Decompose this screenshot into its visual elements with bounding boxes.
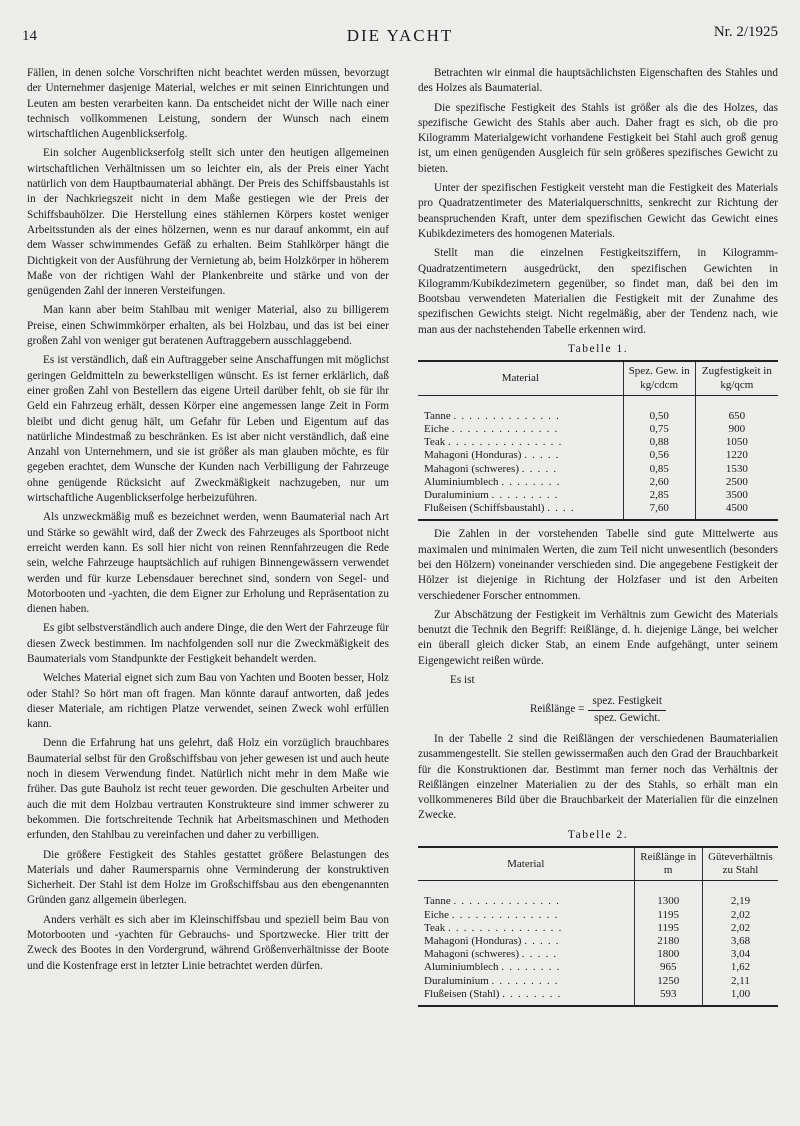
material-name: Teak bbox=[424, 436, 446, 449]
material-name: Aluminiumblech bbox=[424, 961, 499, 974]
material-cell bbox=[418, 961, 634, 974]
value-cell: 1300 bbox=[634, 881, 702, 909]
value-cell: 650 bbox=[695, 395, 778, 423]
table-2 bbox=[418, 846, 778, 1007]
value-cell: 2,19 bbox=[702, 881, 778, 909]
right-column bbox=[418, 66, 778, 1007]
value-cell: 3500 bbox=[695, 489, 778, 502]
material-name: Mahagoni (Honduras) bbox=[424, 935, 522, 948]
table-row bbox=[418, 502, 778, 520]
value-cell: 1800 bbox=[634, 948, 702, 961]
material-cell bbox=[418, 975, 634, 988]
material-name: Tanne bbox=[424, 409, 451, 422]
table-row bbox=[418, 476, 778, 489]
material-cell bbox=[418, 395, 623, 423]
paragraph: Als unzweckmäßig muß es bezeichnet werden, wenn Baumaterial nach Art und Stärke so gewählt wird, daß der Zweck des Fahrzeuges als Sportboot nicht erreicht werden kann. Es soll hier nicht von reinen Rennfahrzeugen die Rede sein, welche Fahrzeuge hauptsächlich auf ruhigen Binnengewässern verwendet werden und für kurze Lebensdauer berechnet sind, sondern von Segel- und Motorbooten und -yachten, die dem Eigner zur Erholung und Repräsentation zu dienen haben. bbox=[27, 511, 389, 616]
table-row bbox=[418, 489, 778, 502]
leader-dots: . . . . . . . . . bbox=[491, 974, 559, 987]
material-cell bbox=[418, 909, 634, 922]
value-cell: 7,60 bbox=[623, 502, 695, 520]
material-name: Eiche bbox=[424, 422, 450, 435]
value-cell: 2,02 bbox=[702, 922, 778, 935]
leader-dots: . . . . . . . . bbox=[502, 987, 562, 1000]
formula-lhs: Reißlänge = bbox=[529, 703, 585, 716]
table-2-title: Tabelle 2. bbox=[567, 828, 629, 841]
table-row bbox=[418, 961, 778, 974]
paragraph: Welches Material eignet sich zum Bau von Yachten und Booten besser, Holz oder Stahl? So hört man oft fragen. Man könnte darauf antworten, daß jedes dieser Materiale, am richtigen Platze verwendet, seinen Zweck wohl erfüllen kann. bbox=[27, 672, 389, 731]
leader-dots: . . . . . . . . . . . . . . bbox=[451, 422, 559, 435]
leader-dots: . . . . . . . . . . . . . . bbox=[451, 908, 559, 921]
leader-dots: . . . . . . . . . . . . . . . bbox=[447, 436, 563, 449]
left-column bbox=[27, 66, 389, 978]
paragraph: Die größere Festigkeit des Stahles gestattet größere Belastungen des Materials und daher Raumersparnis ohne Verminderung der konstruktiven Sicherheit. Der Stahl ist dem Holze im Großschiffsbau aus den ebengenannten Gründen ganz allgemein überlegen. bbox=[27, 848, 389, 907]
table-header-row bbox=[418, 847, 778, 881]
material-cell bbox=[418, 502, 623, 520]
material-name: Mahagoni (schweres) bbox=[424, 948, 519, 961]
column-header: Zugfestigkeit in kg/qcm bbox=[695, 361, 778, 395]
value-cell: 1530 bbox=[695, 463, 778, 476]
leader-dots: . . . . . . . . bbox=[501, 475, 561, 488]
material-cell bbox=[418, 463, 623, 476]
material-cell bbox=[418, 423, 623, 436]
value-cell: 0,56 bbox=[623, 449, 695, 462]
value-cell: 0,88 bbox=[623, 436, 695, 449]
reisslaenge-formula bbox=[418, 694, 778, 726]
paragraph: Man kann aber beim Stahlbau mit weniger Material, also zu billigerem Preise, einen Schwimmkörper erhalten, als bei Holzbau, und das ist bei einer großen Zahl von weniger gut beratenen Auftraggebern ausschlaggebend. bbox=[27, 304, 389, 348]
leader-dots: . . . . . . . . . . . . . . bbox=[453, 895, 561, 908]
value-cell: 965 bbox=[634, 961, 702, 974]
value-cell: 1,00 bbox=[702, 988, 778, 1006]
value-cell: 2500 bbox=[695, 476, 778, 489]
leader-dots: . . . . . . . . . . . . . . . bbox=[447, 921, 563, 934]
table-1-title: Tabelle 1. bbox=[567, 343, 629, 356]
paragraph: Ein solcher Augenblickserfolg stellt sich unter den heutigen allgemeinen wirtschaftlichen Verhältnissen um so leichter ein, als der Preis einer Yacht natürlich von dem Hauptbaumaterial abhängt. Der Preis des Schiffsbaustahls ist in der Nachkriegszeit nicht in dem Maße gestiegen wie der Preis der Schiffsbauhölzer. Die Herstellung eines stählernen Körpers kostet weniger Arbeitsstunden als der eines hölzernen, wenn es nur darauf ankommt, ein auf dem Wasser schwimmendes Gefäß zu erhalten. Beim Stahlkörper hängt die Dichtigkeit von der Ausführung der Vernietung ab, beim Holzkörper in höherem Maße von der richtigen Wahl der Plankenbreite und stärke und von der genügenden Zahl der inneren Versteifungen. bbox=[27, 147, 389, 298]
value-cell: 900 bbox=[695, 423, 778, 436]
value-cell: 2,85 bbox=[623, 489, 695, 502]
paragraph: Zur Abschätzung der Festigkeit im Verhältnis zum Gewicht des Materials benutzt die Technik den Begriff: Reißlänge, d. h. diejenige Länge, bei welcher ein überall gleich dicker Stab, an einem Ende aufgehängt, unter seinem Eigengewicht reißen würde. bbox=[418, 608, 778, 667]
formula-denominator: spez. Gewicht. bbox=[594, 711, 661, 724]
table-row bbox=[418, 975, 778, 988]
material-name: Mahagoni (Honduras) bbox=[424, 449, 522, 462]
column-header: Güteverhältnis zu Stahl bbox=[702, 847, 778, 881]
value-cell: 1050 bbox=[695, 436, 778, 449]
material-cell bbox=[418, 948, 634, 961]
leader-dots: . . . . . . . . . bbox=[491, 488, 559, 501]
table-row bbox=[418, 436, 778, 449]
formula-fraction bbox=[588, 694, 666, 726]
material-cell bbox=[418, 935, 634, 948]
table-row bbox=[418, 395, 778, 423]
formula-numerator: spez. Festigkeit bbox=[588, 694, 666, 710]
material-cell bbox=[418, 881, 634, 909]
material-cell bbox=[418, 476, 623, 489]
value-cell: 1220 bbox=[695, 449, 778, 462]
table-row bbox=[418, 922, 778, 935]
paragraph: Unter der spezifischen Festigkeit versteht man die Festigkeit des Materials pro Quadratzentimeter des Materialquerschnitts, senkrecht zur Richtung der beanspruchenden Kraft, unter dem spezifischen Gewicht das Gewicht eines Kubikdezimeters des homogenen Materials. bbox=[418, 182, 778, 240]
value-cell: 2180 bbox=[634, 935, 702, 948]
leader-dots: . . . . . . . . . . . . . . bbox=[453, 409, 561, 422]
leader-dots: . . . . . bbox=[524, 449, 560, 462]
table-row bbox=[418, 449, 778, 462]
table-row bbox=[418, 909, 778, 922]
paragraph: Die Zahlen in der vorstehenden Tabelle sind gute Mittelwerte aus maximalen und minimalen Werten, die zum Teil nicht unwesentlich (besonders bei den Hölzern) voneinander verschieden sind. Die angegebene Festigkeit der Hölzer ist diejenige in Richtung der Holzfaser und ist den Arbeiten verschiedener Forscher entnommen. bbox=[418, 528, 778, 602]
material-cell bbox=[418, 449, 623, 462]
value-cell: 2,02 bbox=[702, 909, 778, 922]
table-row bbox=[418, 881, 778, 909]
leader-dots: . . . . bbox=[547, 502, 575, 515]
paragraph: Es gibt selbstverständlich auch andere Dinge, die den Wert der Fahrzeuge für diesen Zweck bestimmen. Im nachfolgenden soll nur die Zweckmäßigkeit des Baumaterials vom Standpunkte der Festigkeit behandelt werden. bbox=[27, 622, 389, 665]
material-cell bbox=[418, 922, 634, 935]
value-cell: 593 bbox=[634, 988, 702, 1006]
column-header: Reißlänge in m bbox=[634, 847, 702, 881]
value-cell: 3,04 bbox=[702, 948, 778, 961]
paragraph: Denn die Erfahrung hat uns gelehrt, daß Holz ein vorzüglich brauchbares Baumaterial selbst für den Großschiffsbau von jeher gewesen ist und auch heute noch in diesem Verwendung findet. Natürlich nicht mehr in dem Maße wie früher. Das gute Bauholz ist recht teuer geworden. Die geschulten Arbeiter und auch die mit dem Holzbau vertrauten Konstrukteure sind immer schwerer zu bekommen. Die fortschreitende Technik hat Arbeitsmaschinen und Methoden erfunden, den Stahlbau zu vereinfachen und daher zu verbilligen. bbox=[27, 737, 389, 842]
paragraph: Die spezifische Festigkeit des Stahls ist größer als die des Holzes, das spezifische Gewicht des Stahls aber auch. Daher fragt es sich, ob die pro Kilogramm Materialgewicht vorhandene Festigkeit bei Stahl auch groß genug ist, um einen genügenden Ausgleich für sein größeres spezifisches Gewicht zu bieten. bbox=[418, 101, 778, 175]
table-row bbox=[418, 988, 778, 1006]
material-cell bbox=[418, 988, 634, 1006]
leader-dots: . . . . . bbox=[524, 935, 560, 948]
material-name: Duraluminium bbox=[424, 488, 489, 501]
paragraph: Es ist bbox=[450, 674, 475, 687]
value-cell: 3,68 bbox=[702, 935, 778, 948]
table-row bbox=[418, 463, 778, 476]
journal-title: DIE YACHT bbox=[346, 26, 454, 45]
paragraph: Anders verhält es sich aber im Kleinschiffsbau und speziell beim Bau von Motorbooten und -yachten für Gebrauchs- und Sportzwecke. Hier tritt der Zweck des Bootes in den Vordergrund, während Größenverhältnisse der Boote und die Kostenfrage erst in letzter Linie betrachtet werden dürfen. bbox=[27, 913, 389, 972]
paragraph: In der Tabelle 2 sind die Reißlängen der verschiedenen Baumaterialien zusammengestellt. Sie stellen gewissermaßen auch den Grad der Brauchbarkeit für die Konstruktionen dar. Bestimmt man ferner noch das Verhältnis der Reißlängen einzelner Materialien zu der des Stahls, so erhält man ein vollkommeneres Bild über die Brauchbarkeit der Materialien für die einzelnen Zwecke. bbox=[418, 732, 778, 822]
material-name: Tanne bbox=[424, 895, 451, 908]
value-cell: 0,85 bbox=[623, 463, 695, 476]
material-cell bbox=[418, 489, 623, 502]
value-cell: 1195 bbox=[634, 909, 702, 922]
value-cell: 1,62 bbox=[702, 961, 778, 974]
table-row bbox=[418, 948, 778, 961]
column-header: Material bbox=[418, 847, 634, 881]
material-name: Aluminiumblech bbox=[424, 475, 499, 488]
material-name: Eiche bbox=[424, 908, 450, 921]
material-name: Flußeisen (Schiffsbaustahl) bbox=[424, 502, 545, 515]
value-cell: 2,11 bbox=[702, 975, 778, 988]
value-cell: 2,60 bbox=[623, 476, 695, 489]
material-name: Teak bbox=[424, 921, 446, 934]
table-row bbox=[418, 423, 778, 436]
paragraph: Betrachten wir einmal die hauptsächlichsten Eigenschaften des Stahles und des Holzes als Baumaterial. bbox=[418, 67, 778, 95]
paragraph: Stellt man die einzelnen Festigkeitsziffern, in Kilogramm-Quadratzentimetern ausgedrückt, den spezifischen Gewichten in Kilogramm/Kubikdezimetern gegenüber, so findet man, daß bei den im Bootsbau verwendeten Materialien die Festigkeit mit der Zunahme des spezifischen Gewichts steigt. Nicht regelmäßig, aber der Tendenz nach, wie man aus der nachstehenden Tabelle erkennen wird. bbox=[418, 247, 778, 336]
table-header-row bbox=[418, 361, 778, 395]
page-number: 14 bbox=[22, 28, 37, 44]
material-cell bbox=[418, 436, 623, 449]
column-header: Spez. Gew. in kg/cdcm bbox=[623, 361, 695, 395]
table-1 bbox=[418, 360, 778, 521]
issue-number: Nr. 2/1925 bbox=[713, 24, 778, 40]
value-cell: 4500 bbox=[695, 502, 778, 520]
leader-dots: . . . . . bbox=[521, 462, 558, 475]
page-header bbox=[22, 20, 778, 50]
material-name: Flußeisen (Stahl) bbox=[424, 987, 500, 1000]
leader-dots: . . . . . . . . bbox=[501, 961, 561, 974]
material-name: Duraluminium bbox=[424, 974, 489, 987]
paragraph: Fällen, in denen solche Vorschriften nicht beachtet werden müssen, bevorzugt der Unternehmer dasjenige Material, welches er mit seinen Einrichtungen und Leuten am besten verarbeiten kann. Da entscheidet nicht der Wille nach einer technisch vollkommenen Leistung, sondern der Wunsch nach einem wirtschaftlichen Augenblickserfolg. bbox=[27, 67, 389, 141]
paragraph: Es ist verständlich, daß ein Auftraggeber seine Anschaffungen mit möglichst geringen Geldmitteln zu bewerkstelligen wünscht. Es ist ferner erklärlich, daß einer großen Zahl von Bestellern das eigene Urteil darüber fehlt, ob sie für ihr Geld ein Fahrzeug erhält, dessen Körper eine angemessen lange Zeit in Form bleibt und dicht genug hält, um Gefahr für Leben und Eigentum auf das natürliche Mindestmaß zu beschränken. Es ist aber nicht verständlich, daß eine Anzahl von Unternehmern, und sie ist größer als man glauben möchte, es für gegeben erachtet, dem Wunsche der Kunden nach Verbilligung der Fahrzeuge ohne genügende Rücksicht auf Zweckmäßigkeit nachzugeben, nur um wirtschaftliche Augenblickserfolge herbeizuführen. bbox=[27, 354, 389, 505]
column-header: Material bbox=[418, 361, 623, 395]
value-cell: 0,75 bbox=[623, 423, 695, 436]
material-name: Mahagoni (schweres) bbox=[424, 462, 519, 475]
value-cell: 1250 bbox=[634, 975, 702, 988]
table-row bbox=[418, 935, 778, 948]
leader-dots: . . . . . bbox=[521, 948, 558, 961]
value-cell: 0,50 bbox=[623, 395, 695, 423]
value-cell: 1195 bbox=[634, 922, 702, 935]
